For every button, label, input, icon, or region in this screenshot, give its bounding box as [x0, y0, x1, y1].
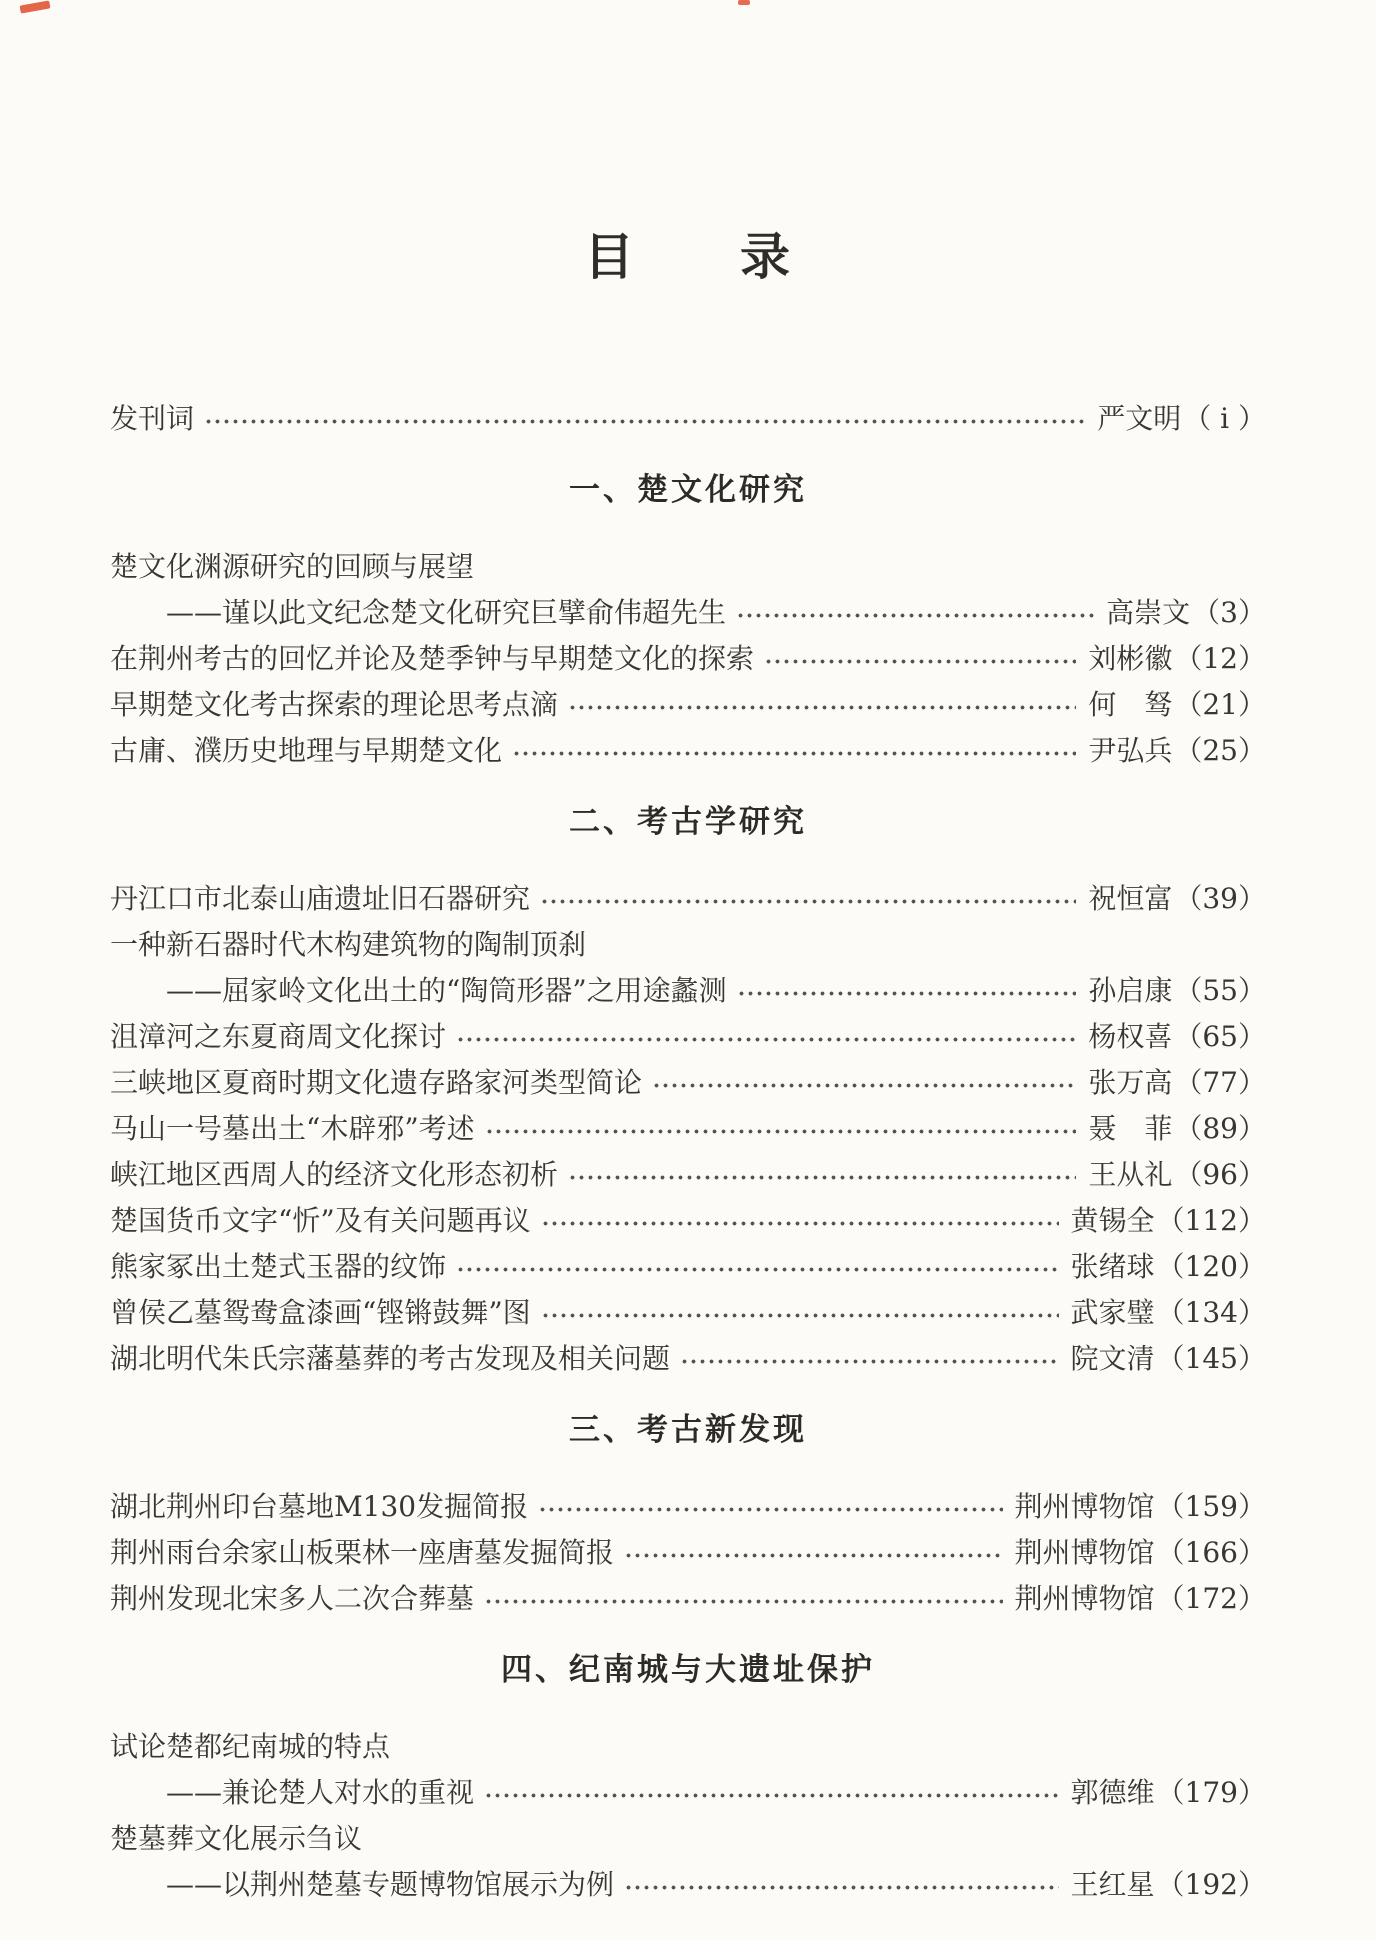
toc-sections	[110, 468, 1266, 1908]
entry-page: （65）	[1174, 1020, 1266, 1053]
entry-author: 尹弘兵	[1088, 734, 1173, 767]
entry-title: ——谨以此文纪念楚文化研究巨擘俞伟超先生	[166, 596, 727, 629]
entry-page: （39）	[1174, 882, 1266, 915]
dot-leader	[456, 1014, 1076, 1060]
entry-author: 院文清	[1070, 1342, 1155, 1375]
entry-author: 荆州博物馆	[1014, 1582, 1155, 1615]
toc-entry-line	[110, 1198, 1266, 1244]
entry-author: 武家璧	[1070, 1296, 1155, 1329]
entry-page: （21）	[1174, 688, 1266, 721]
entry-author: 荆州博物馆	[1014, 1490, 1155, 1523]
entry-title: ——以荆州楚墓专题博物馆展示为例	[166, 1868, 615, 1901]
toc-entry-line	[110, 1484, 1266, 1530]
entry-page: （12）	[1174, 642, 1266, 675]
entry-title: 荆州雨台余家山板栗林一座唐墓发掘简报	[110, 1536, 615, 1569]
entry-author: 王红星	[1070, 1868, 1155, 1901]
entry-author: 郭德维	[1070, 1776, 1155, 1809]
dot-leader	[652, 1060, 1076, 1106]
dot-leader	[538, 1484, 1002, 1530]
dot-leader	[568, 1152, 1076, 1198]
scan-red-mark	[20, 0, 51, 13]
toc-entry-line	[110, 1862, 1266, 1908]
section-heading-3: 三、考古新发现	[569, 1412, 807, 1448]
entry-title: 马山一号墓出土“木辟邪”考述	[110, 1112, 475, 1145]
entry-page: （179）	[1156, 1776, 1266, 1809]
table-of-contents	[110, 396, 1266, 1908]
entry-page: （25）	[1174, 734, 1266, 767]
toc-entry-line	[110, 876, 1266, 922]
toc-entry-line	[110, 1290, 1266, 1336]
dot-leader	[456, 1244, 1059, 1290]
toc-entry-frontmatter	[110, 396, 1266, 442]
toc-entry-line	[110, 1244, 1266, 1290]
entry-title: 一种新石器时代木构建筑物的陶制顶刹	[110, 928, 587, 961]
entry-author: 祝恒富	[1088, 882, 1173, 915]
dot-leader	[512, 728, 1076, 774]
toc-entry-line	[110, 1014, 1266, 1060]
entry-page: （ i ）	[1183, 402, 1266, 435]
entry-page: （55）	[1174, 974, 1266, 1007]
dot-leader	[541, 1198, 1059, 1244]
toc-entry-line	[110, 1530, 1266, 1576]
toc-entry-line	[110, 1816, 1266, 1862]
entry-page: （166）	[1156, 1536, 1266, 1569]
toc-entry-line	[110, 968, 1266, 1014]
toc-entry-line	[110, 1152, 1266, 1198]
entry-title: 丹江口市北泰山庙遗址旧石器研究	[110, 882, 531, 915]
toc-entry-line	[110, 590, 1266, 636]
scan-red-mark	[738, 0, 750, 5]
toc-entry-line	[110, 1336, 1266, 1382]
toc-entry-line	[110, 1724, 1266, 1770]
entry-title: 古庸、濮历史地理与早期楚文化	[110, 734, 503, 767]
dot-leader	[484, 1576, 1003, 1622]
entry-title: 熊家冢出土楚式玉器的纹饰	[110, 1250, 447, 1283]
dot-leader	[736, 590, 1094, 636]
dot-leader	[204, 396, 1085, 442]
entry-title: 楚国货币文字“忻”及有关问题再议	[110, 1204, 531, 1237]
entry-page: （120）	[1156, 1250, 1266, 1283]
toc-entry-line	[110, 728, 1266, 774]
entry-title: 湖北荆州印台墓地M130发掘简报	[110, 1490, 529, 1523]
entry-title: 沮漳河之东夏商周文化探讨	[110, 1020, 447, 1053]
toc-entry-line	[110, 1106, 1266, 1152]
entry-page: （172）	[1156, 1582, 1266, 1615]
entry-title: ——兼论楚人对水的重视	[166, 1776, 475, 1809]
entry-title: 峡江地区西周人的经济文化形态初析	[110, 1158, 559, 1191]
dot-leader	[485, 1106, 1077, 1152]
entry-title: 发刊词	[110, 402, 195, 435]
toc-entry-line	[110, 1060, 1266, 1106]
entry-title: 楚文化渊源研究的回顾与展望	[110, 550, 475, 583]
entry-title: 早期楚文化考古探索的理论思考点滴	[110, 688, 559, 721]
entry-author: 张绪球	[1070, 1250, 1155, 1283]
entry-author: 张万高	[1088, 1066, 1173, 1099]
entry-page: （77）	[1174, 1066, 1266, 1099]
entry-page: （134）	[1156, 1296, 1266, 1329]
entry-title: 试论楚都纪南城的特点	[110, 1730, 391, 1763]
entry-title: 湖北明代朱氏宗藩墓葬的考古发现及相关问题	[110, 1342, 671, 1375]
dot-leader	[484, 1770, 1059, 1816]
dot-leader	[624, 1530, 1003, 1576]
entry-author: 聂 菲	[1088, 1112, 1173, 1145]
entry-title: 荆州发现北宋多人二次合葬墓	[110, 1582, 475, 1615]
toc-entry-line	[110, 682, 1266, 728]
entry-page: （145）	[1156, 1342, 1266, 1375]
dot-leader	[541, 1290, 1059, 1336]
toc-entry-line	[110, 1770, 1266, 1816]
entry-title: 曾侯乙墓鸳鸯盒漆画“铿锵鼓舞”图	[110, 1296, 531, 1329]
entry-page: （112）	[1156, 1204, 1266, 1237]
dot-leader	[680, 1336, 1059, 1382]
dot-leader	[764, 636, 1076, 682]
entry-page: （3）	[1192, 596, 1266, 629]
toc-entry-line	[110, 544, 1266, 590]
entry-author: 杨权喜	[1088, 1020, 1173, 1053]
entry-page: （159）	[1156, 1490, 1266, 1523]
entry-page: （89）	[1174, 1112, 1266, 1145]
entry-title: 三峡地区夏商时期文化遗存路家河类型简论	[110, 1066, 643, 1099]
entry-author: 黄锡全	[1070, 1204, 1155, 1237]
section-heading-2: 二、考古学研究	[569, 804, 807, 840]
dot-leader	[624, 1862, 1059, 1908]
entry-page: （96）	[1174, 1158, 1266, 1191]
section-heading-4: 四、纪南城与大遗址保护	[501, 1652, 875, 1688]
entry-author: 高崇文	[1106, 596, 1191, 629]
toc-entry-line	[110, 636, 1266, 682]
entry-author: 孙启康	[1088, 974, 1173, 1007]
entry-page: （192）	[1156, 1868, 1266, 1901]
entry-title: ——屈家岭文化出土的“陶筒形器”之用途蠡测	[166, 974, 727, 1007]
dot-leader	[540, 876, 1076, 922]
entry-author: 王从礼	[1088, 1158, 1173, 1191]
section-heading-1: 一、楚文化研究	[569, 472, 807, 508]
entry-title: 在荆州考古的回忆并论及楚季钟与早期楚文化的探索	[110, 642, 755, 675]
toc-entry-line	[110, 1576, 1266, 1622]
dot-leader	[568, 682, 1076, 728]
entry-author: 何 驽	[1088, 688, 1173, 721]
entry-title: 楚墓葬文化展示刍议	[110, 1822, 363, 1855]
entry-author: 严文明	[1097, 402, 1182, 435]
page-title: 目 录	[584, 227, 792, 286]
dot-leader	[737, 968, 1077, 1014]
entry-author: 刘彬徽	[1088, 642, 1173, 675]
toc-entry-line	[110, 922, 1266, 968]
entry-author: 荆州博物馆	[1014, 1536, 1155, 1569]
